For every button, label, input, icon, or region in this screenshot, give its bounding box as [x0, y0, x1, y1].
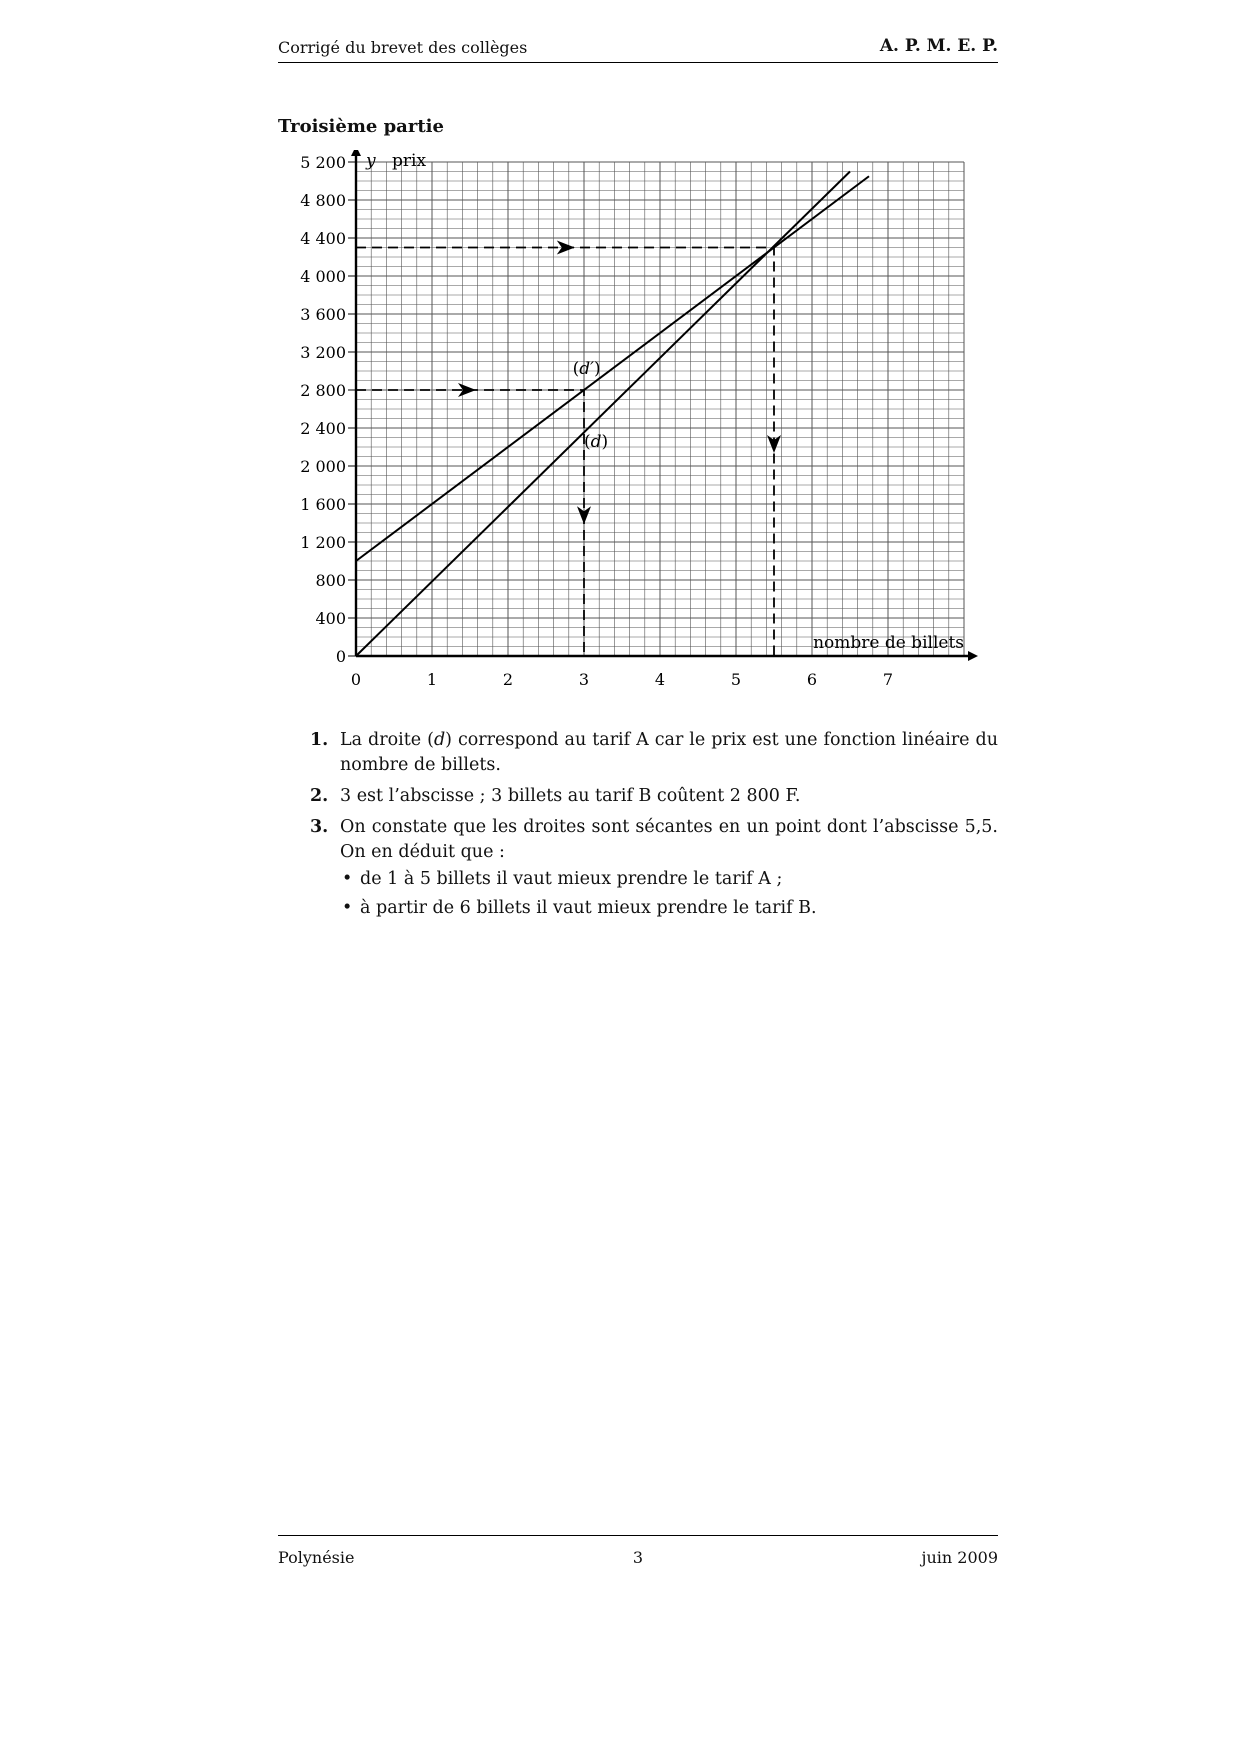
conclusion-item: • de 1 à 5 billets il vaut mieux prendre le tarif A ; — [340, 867, 998, 892]
label-d: (d) — [584, 432, 609, 452]
line-d — [356, 172, 850, 657]
line-d-prime — [356, 176, 869, 561]
y-tick-label: 0 — [335, 647, 346, 666]
answer-item-3 — [310, 815, 998, 921]
answer-number: 1. — [310, 730, 329, 750]
answer-list — [310, 728, 998, 927]
y-tick-label: 1 600 — [300, 495, 346, 514]
answer-number: 2. — [310, 786, 329, 806]
x-axis-label: nombre de billets — [813, 633, 964, 653]
x-tick-label: 7 — [882, 670, 894, 689]
answer-text: On constate que les droites sont sécantes en un point dont l’abscisse 5,5. On en déduit que : — [340, 817, 998, 862]
x-tick-label: 4 — [654, 670, 666, 689]
price-chart — [290, 150, 990, 710]
y-tick-label: 2 400 — [300, 419, 346, 438]
x-tick-label: 6 — [806, 670, 818, 689]
answer-variable: d — [433, 730, 446, 750]
label-d-prime: (d′) — [572, 358, 601, 379]
answer-text-pre: La droite ( — [340, 730, 434, 750]
conclusion-item: • à partir de 6 billets il vaut mieux prendre le tarif B. — [340, 896, 998, 921]
y-axis-label: prix — [392, 151, 427, 171]
y-tick-label: 4 000 — [300, 267, 346, 286]
answer-item-1 — [310, 728, 998, 778]
footer-left: Polynésie — [278, 1548, 355, 1567]
answer-item-2 — [310, 784, 998, 809]
x-tick-label: 3 — [578, 670, 590, 689]
header-right: A. P. M. E. P. — [879, 36, 998, 56]
page-footer — [278, 1535, 998, 1567]
page-number: 3 — [632, 1548, 644, 1567]
x-tick-label: 2 — [502, 670, 514, 689]
y-tick-label: 5 200 — [300, 153, 346, 172]
y-tick-label: 2 000 — [300, 457, 346, 476]
y-axis-arrow-icon — [351, 150, 361, 156]
y-tick-label: 400 — [315, 609, 346, 628]
x-tick-label: 1 — [426, 670, 438, 689]
y-tick-label: 1 200 — [300, 533, 346, 552]
y-tick-label: 4 400 — [300, 229, 346, 248]
footer-right: juin 2009 — [921, 1548, 998, 1567]
bullet-icon: • — [342, 869, 353, 889]
x-tick-label: 0 — [350, 670, 362, 689]
page-header — [278, 36, 998, 63]
x-axis-arrow-icon — [968, 651, 978, 661]
y-tick-label: 2 800 — [300, 381, 346, 400]
y-tick-label: 4 800 — [300, 191, 346, 210]
y-tick-label: 3 600 — [300, 305, 346, 324]
y-tick-label: 3 200 — [300, 343, 346, 362]
answer-text: 3 est l’abscisse ; 3 billets au tarif B coûtent 2 800 F. — [340, 786, 801, 806]
conclusion-list — [340, 867, 998, 921]
x-tick-label: 5 — [730, 670, 742, 689]
bullet-icon: • — [342, 898, 353, 918]
section-title: Troisième partie — [278, 116, 444, 137]
y-axis-symbol: y — [366, 151, 376, 171]
header-left: Corrigé du brevet des collèges — [278, 38, 528, 57]
y-tick-label: 800 — [315, 571, 346, 590]
answer-text-post: ) correspond au tarif A car le prix est une fonction linéaire du nombre de billets. — [340, 730, 998, 775]
answer-number: 3. — [310, 817, 329, 837]
